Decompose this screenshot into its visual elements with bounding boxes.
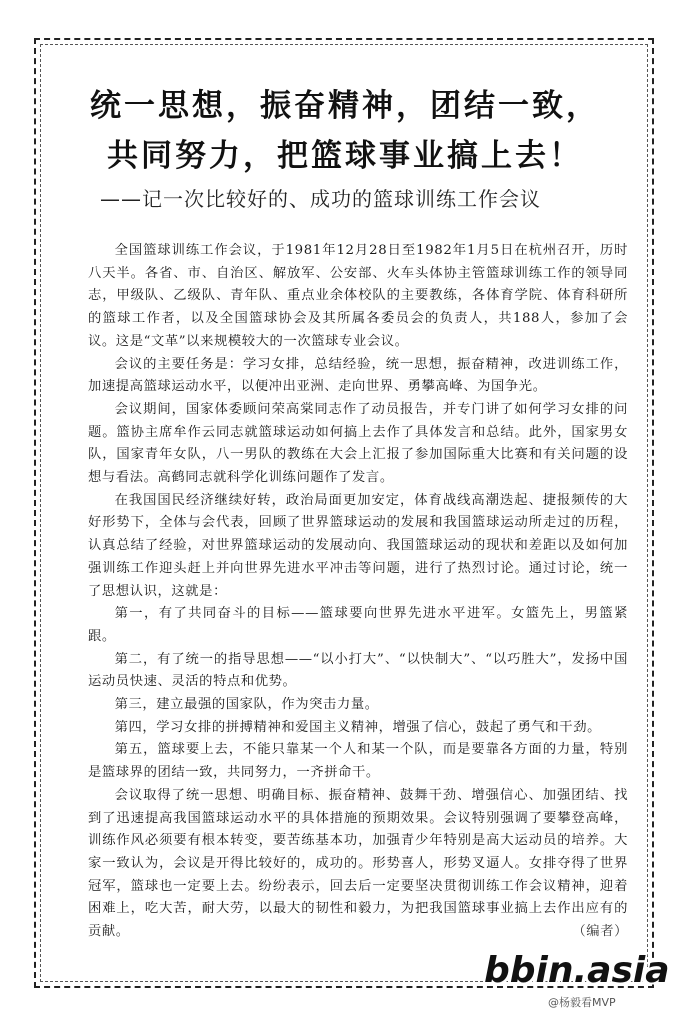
- paragraph: 第一，有了共同奋斗的目标——篮球要向世界先进水平进军。女篮先上，男篮紧跟。: [88, 606, 628, 644]
- paragraph: 全国篮球训练工作会议，于1981年12月28日至1982年1月5日在杭州召开，历时八天半。各省、市、自治区、解放军、公安部、火车头体协主管篮球训练工作的领导同志，甲级队、乙级队、青年队、重点业余体校队的主要教练，各体育学院、体育科研所的篮球工作者，以及全国篮球协会及其所属各委员会的负责人，共188人，参加了会议。这是“文革”以来规模较大的一次篮球专业会议。: [88, 243, 628, 349]
- paragraph-text: 会议取得了统一思想、明确目标、振奋精神、鼓舞干劲、增强信心、加强团结、找到了迅速提高我国篮球运动水平的具体措施的预期效果。会议特别强调了要攀登高峰，训练作风必须要有根本转变，要苦练基本功，加强青少年特别是高大运动员的培养。大家一致认为，会议是开得比较好的，成功的。形势喜人，形势叉逼人。女排夺得了世界冠军，篮球也一定要上去。纷纷表示，回去后一定要坚决贯彻训练工作会议精神，迎着困难上，吃大苦，耐大劳，以最大的韧性和毅力，为把我国篮球事业搞上去作出应有的贡献。: [88, 787, 628, 940]
- editor-note: （编者）: [572, 924, 628, 940]
- article-body: [88, 240, 628, 944]
- paragraph: 会议的主要任务是：学习女排，总结经验，统一思想，振奋精神，改进训练工作，加速提高篮球运动水平，以便冲出亚洲、走向世界、勇攀高峰、为国争光。: [88, 356, 628, 395]
- paragraph: 第二，有了统一的指导思想——“以小打大”、“以快制大”、“以巧胜大”，发扬中国运动员快速、灵活的特点和优势。: [88, 651, 628, 690]
- paragraph: [88, 785, 628, 944]
- paragraph: 在我国国民经济继续好转，政治局面更加安定，体育战线高潮迭起、捷报频传的大好形势下，全体与会代表，回顾了世界篮球运动的发展和我国篮球运动所走过的历程，认真总结了经验，对世界篮球运动的发展动向、我国篮球运动的现状和差距以及如何加强训练工作迎头赶上并向世界先进水平冲击等问题，进行了热烈讨论。通过讨论，统一了思想认识，这就是：: [88, 492, 628, 599]
- headline-line-2: 共同努力，把篮球事业搞上去！: [107, 138, 583, 174]
- paragraph: 第四，学习女排的拼搏精神和爱国主义精神，增强了信心，鼓起了勇气和干劲。: [114, 719, 601, 735]
- headline-subtitle: ——记一次比较好的、成功的篮球训练工作会议: [100, 187, 541, 211]
- paragraph: 会议期间，国家体委顾问荣高棠同志作了动员报告，并专门讲了如何学习女排的问题。篮协主席牟作云同志就篮球运动如何搞上去作了具体发言和总结。此外，国家男女队，国家青年女队，八一男队的教练在大会上汇报了参加国际重大比赛和有关问题的设想与看法。高鹤同志就科学化训练问题作了发言。: [88, 401, 628, 486]
- paragraph: 第五，篮球要上去，不能只靠某一个人和某一个队，而是要靠各方面的力量，特别是篮球界的团结一致，共同努力，一齐拼命干。: [88, 742, 628, 781]
- paragraph: 第三，建立最强的国家队，作为突击力量。: [114, 697, 379, 713]
- headline-line-1: 统一思想，振奋精神，团结一致，: [90, 88, 600, 124]
- source-credit: @杨毅看MVP: [548, 996, 616, 1009]
- watermark: bbin.asia: [484, 950, 670, 991]
